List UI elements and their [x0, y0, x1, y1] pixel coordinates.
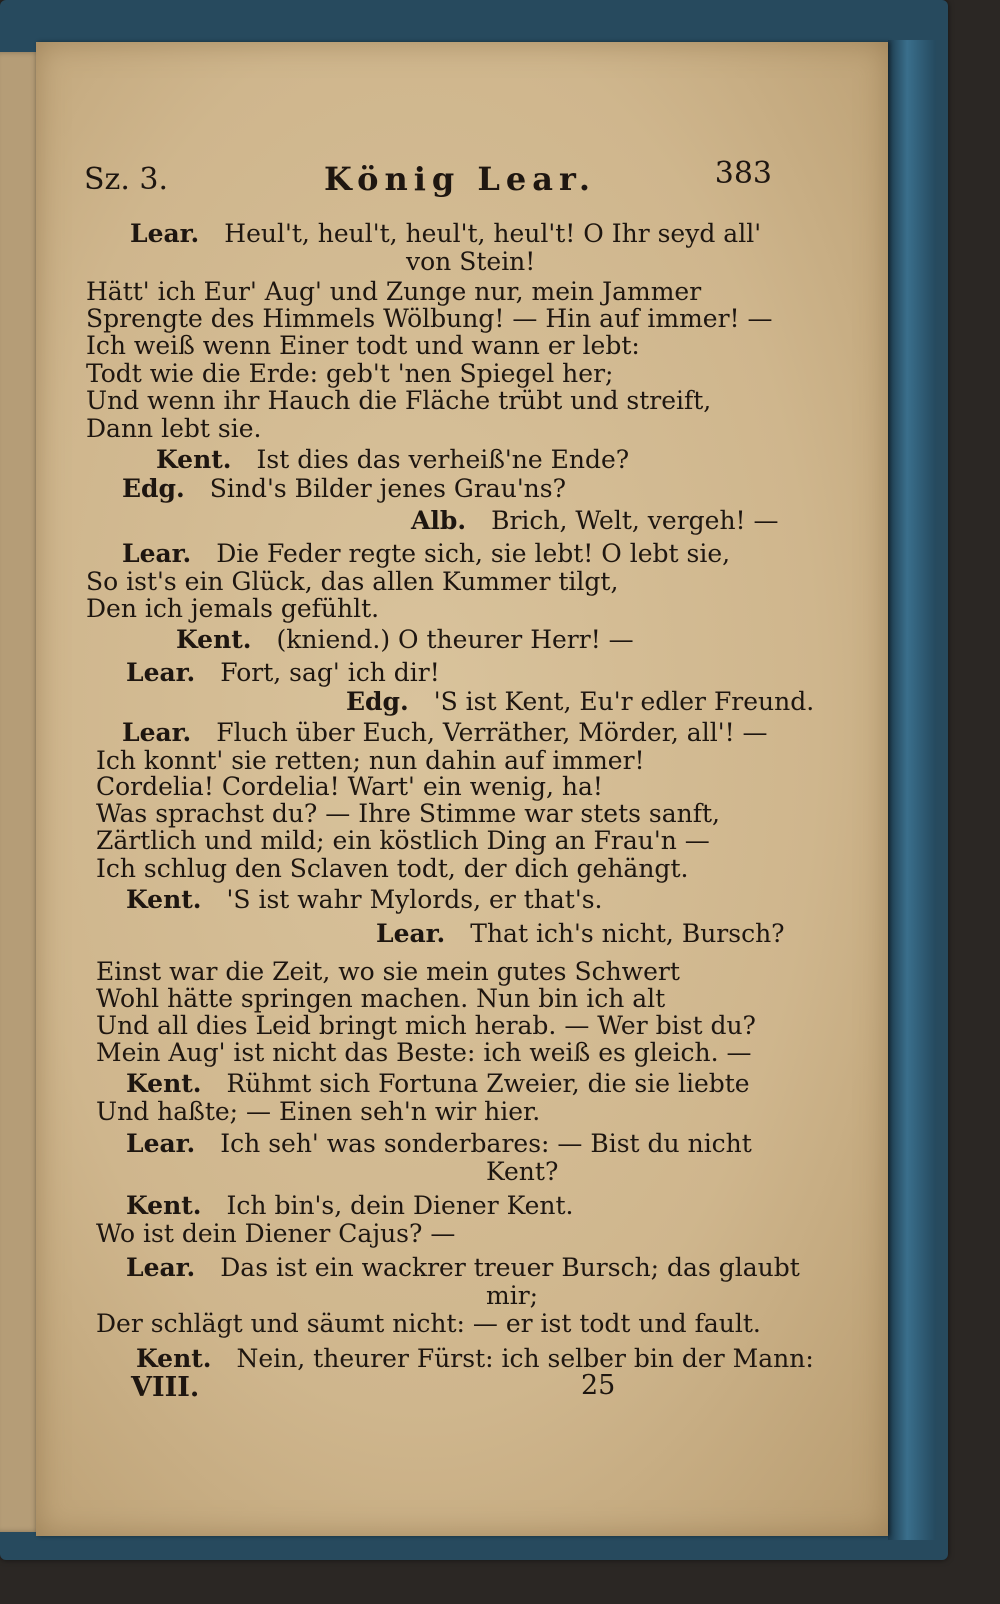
speech-line — [346, 688, 814, 716]
speaker-name: Lear. — [126, 1129, 196, 1158]
verse-line — [86, 415, 261, 443]
speaker-name: Alb. — [411, 506, 467, 535]
line-text: Fort, sag' ich dir! — [220, 658, 440, 687]
verse-line — [86, 595, 379, 623]
speaker-name: Lear. — [130, 219, 200, 248]
line-text: Wohl hätte springen machen. Nun bin ich alt — [96, 984, 666, 1013]
speech-line — [126, 1192, 574, 1220]
speaker-name: Lear. — [126, 658, 196, 687]
speech-line — [126, 659, 440, 687]
speech-line — [122, 540, 730, 568]
line-text: Ich weiß wenn Einer todt und wann er lebt: — [86, 331, 640, 360]
speech-line — [126, 1254, 800, 1282]
line-text: Ich konnt' sie retten; nun dahin auf immer! — [96, 746, 645, 775]
line-text: Rühmt sich Fortuna Zweier, die sie liebte — [226, 1069, 750, 1098]
speech-line — [122, 475, 566, 503]
speaker-name: Kent. — [156, 445, 232, 474]
book-page — [36, 42, 888, 1536]
line-text: 'S ist wahr Mylords, er that's. — [226, 885, 603, 914]
line-text: Der schlägt und säumt nicht: — er ist todt und fault. — [96, 1309, 761, 1338]
line-text: Die Feder regte sich, sie lebt! O lebt sie, — [216, 539, 731, 568]
running-title: König Lear. — [324, 160, 597, 198]
line-text: Das ist ein wackrer treuer Bursch; das glaubt — [220, 1253, 800, 1282]
sheet-number: 25 — [581, 1370, 616, 1401]
line-text: Zärtlich und mild; ein köstlich Ding an Frau'n — — [96, 826, 710, 855]
verse-line — [86, 360, 613, 388]
line-text: (kniend.) O theurer Herr! — — [276, 625, 634, 654]
speech-line — [130, 220, 761, 248]
line-text: Sprengte des Himmels Wölbung! — Hin auf immer! — — [86, 304, 773, 333]
line-text: Cordelia! Cordelia! Wart' ein wenig, ha! — [96, 772, 603, 801]
speaker-name: Kent. — [126, 1069, 202, 1098]
speech-line — [126, 1130, 752, 1158]
page-footer — [131, 1372, 771, 1412]
line-text: That ich's nicht, Bursch? — [470, 919, 785, 948]
speech-line — [122, 719, 768, 747]
verse-line — [96, 827, 710, 855]
cover-edge — [888, 40, 936, 1540]
speaker-name: Edg. — [122, 474, 185, 503]
speaker-name: Kent. — [136, 1344, 212, 1373]
line-text: mir; — [486, 1281, 539, 1310]
speech-line — [156, 446, 629, 474]
line-text: Heul't, heul't, heul't, heul't! O Ihr seyd all' — [224, 219, 762, 248]
verse-line — [86, 332, 640, 360]
line-text: Brich, Welt, vergeh! — — [491, 506, 779, 535]
speech-line — [136, 1345, 814, 1373]
line-text: Einst war die Zeit, wo sie mein gutes Schwert — [96, 957, 680, 986]
speech-line — [126, 886, 602, 914]
verse-line — [96, 958, 680, 986]
line-text: Ich schlug den Sclaven todt, der dich gehängt. — [96, 854, 689, 883]
line-text: Kent? — [486, 1157, 559, 1186]
line-text: Todt wie die Erde: geb't 'nen Spiegel her; — [86, 359, 614, 388]
speaker-name: Lear. — [126, 1253, 196, 1282]
verse-line — [96, 1039, 752, 1067]
signature-mark: VIII. — [131, 1372, 200, 1403]
verse-line — [96, 855, 688, 883]
line-text: Nein, theurer Fürst: ich selber bin der Mann: — [236, 1344, 814, 1373]
line-text: So ist's ein Glück, das allen Kummer tilgt, — [86, 567, 619, 596]
speaker-name: Kent. — [176, 625, 252, 654]
line-text: Und all dies Leid bringt mich herab. — Wer bist du? — [96, 1011, 756, 1040]
verse-line — [96, 985, 665, 1013]
verse-line — [486, 1158, 558, 1186]
line-text: Wo ist dein Diener Cajus? — — [96, 1219, 456, 1248]
speech-line — [176, 626, 634, 654]
speaker-name: Kent. — [126, 1191, 202, 1220]
verse-line — [96, 800, 720, 828]
line-text: Fluch über Euch, Verräther, Mörder, all'! — — [216, 718, 768, 747]
verse-line — [96, 773, 603, 801]
line-text: Dann lebt sie. — [86, 414, 262, 443]
line-text: Was sprachst du? — Ihre Stimme war stets sanft, — [96, 799, 720, 828]
verse-line — [406, 248, 535, 276]
facing-page-edge — [0, 52, 40, 1532]
speech-line — [376, 920, 785, 948]
scene-label: Sz. 3. — [84, 162, 169, 197]
line-text: 'S ist Kent, Eu'r edler Freund. — [433, 687, 815, 716]
line-text: Ich bin's, dein Diener Kent. — [226, 1191, 574, 1220]
speaker-name: Kent. — [126, 885, 202, 914]
verse-line — [86, 278, 701, 306]
verse-line — [96, 1098, 540, 1126]
page-number: 383 — [714, 156, 772, 191]
speech-line — [126, 1070, 750, 1098]
speaker-name: Lear. — [122, 539, 192, 568]
verse-line — [86, 568, 618, 596]
speech-line — [411, 507, 779, 535]
line-text: Den ich jemals gefühlt. — [86, 594, 380, 623]
verse-line — [96, 1310, 761, 1338]
line-text: Ist dies das verheiß'ne Ende? — [256, 445, 630, 474]
line-text: Hätt' ich Eur' Aug' und Zunge nur, mein Jammer — [86, 277, 702, 306]
line-text: Ich seh' was sonderbares: — Bist du nicht — [220, 1129, 752, 1158]
verse-line — [86, 305, 773, 333]
line-text: Und wenn ihr Hauch die Fläche trübt und streift, — [86, 386, 712, 415]
verse-line — [96, 747, 645, 775]
line-text: Und haßte; — Einen seh'n wir hier. — [96, 1097, 541, 1126]
speaker-name: Edg. — [346, 687, 409, 716]
line-text: Sind's Bilder jenes Grau'ns? — [209, 474, 567, 503]
verse-line — [486, 1282, 538, 1310]
verse-line — [96, 1220, 455, 1248]
verse-line — [96, 1012, 756, 1040]
speaker-name: Lear. — [376, 919, 446, 948]
verse-line — [86, 387, 711, 415]
line-text: Mein Aug' ist nicht das Beste: ich weiß es gleich. — — [96, 1038, 752, 1067]
speaker-name: Lear. — [122, 718, 192, 747]
running-header — [84, 150, 772, 200]
line-text: von Stein! — [406, 247, 536, 276]
